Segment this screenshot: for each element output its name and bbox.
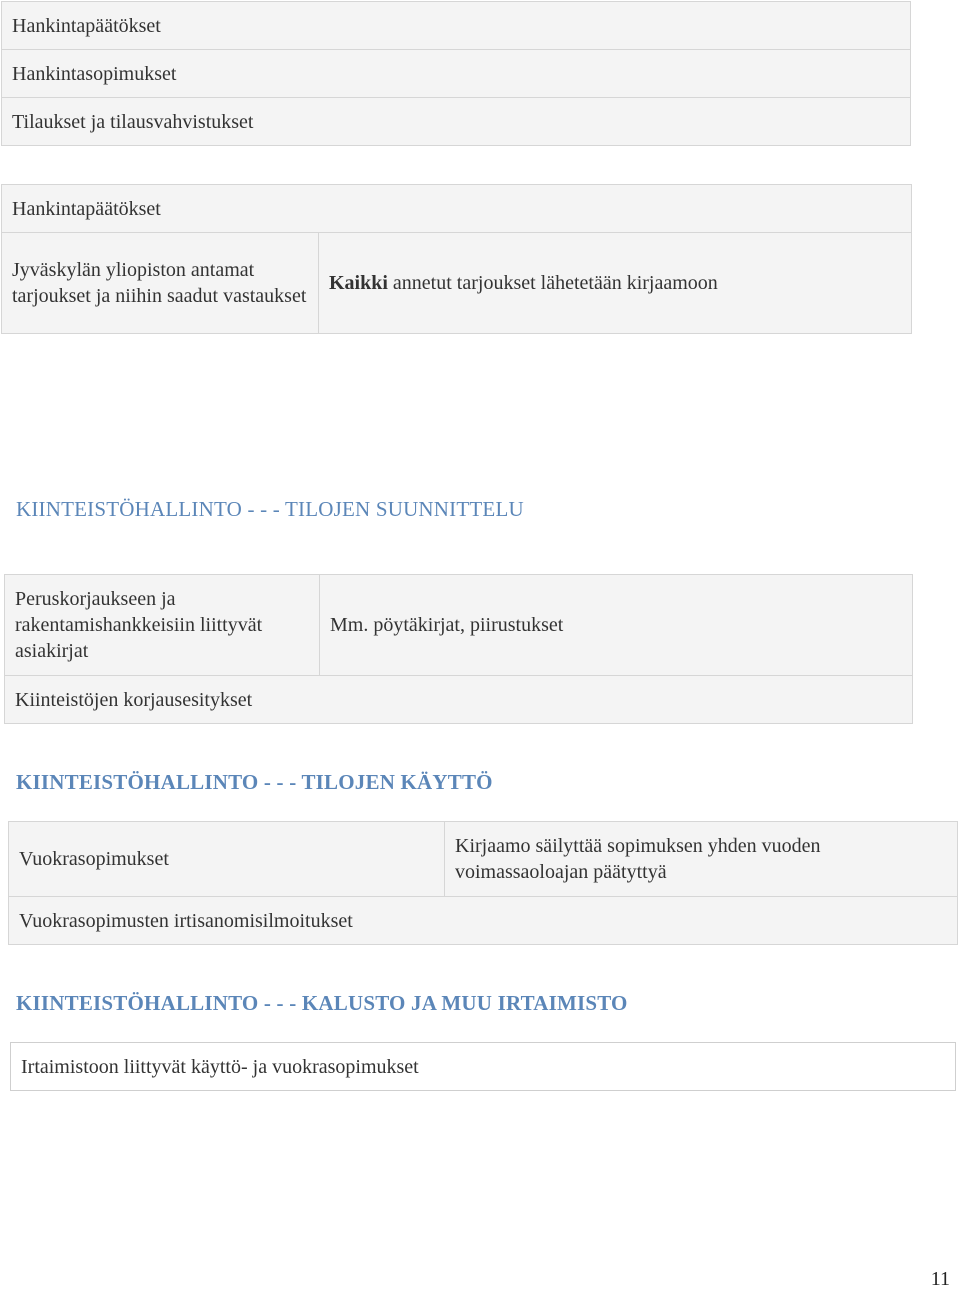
table-cell: Irtaimistoon liittyvät käyttö- ja vuokrasopimukset bbox=[11, 1043, 956, 1091]
table-cell: Hankintapäätökset bbox=[2, 185, 912, 233]
table-cell: Vuokrasopimusten irtisanomisilmoitukset bbox=[9, 897, 958, 945]
table-cell: Hankintapäätökset bbox=[2, 2, 911, 50]
table-row bbox=[5, 575, 913, 676]
table-space-planning bbox=[4, 574, 913, 724]
table-row bbox=[11, 1043, 956, 1091]
table-cell-label: Peruskorjaukseen ja rakentamishankkeisiin liittyvät asiakirjat bbox=[5, 575, 320, 676]
table-procurement-decisions bbox=[1, 184, 912, 334]
table-procurement-documents bbox=[1, 1, 911, 146]
section-heading-space-planning: KIINTEISTÖHALLINTO - - - TILOJEN SUUNNITTELU bbox=[16, 497, 524, 521]
section-heading-furniture: KIINTEISTÖHALLINTO - - - KALUSTO JA MUU IRTAIMISTO bbox=[16, 991, 628, 1015]
table-cell-value bbox=[319, 233, 912, 334]
section-heading-space-usage: KIINTEISTÖHALLINTO - - - TILOJEN KÄYTTÖ bbox=[16, 770, 493, 794]
emphasis-text: Kaikki bbox=[329, 272, 388, 294]
table-row bbox=[2, 233, 912, 334]
table-cell: Kiinteistöjen korjausesitykset bbox=[5, 676, 913, 724]
table-row bbox=[2, 98, 911, 146]
table-row bbox=[2, 2, 911, 50]
page-number: 11 bbox=[930, 1268, 950, 1290]
table-cell-value: Kirjaamo säilyttää sopimuksen yhden vuoden voimassaoloajan päätyttyä bbox=[445, 822, 958, 897]
table-row bbox=[9, 897, 958, 945]
table-space-usage bbox=[8, 821, 958, 945]
table-cell: Hankintasopimukset bbox=[2, 50, 911, 98]
table-furniture bbox=[10, 1042, 956, 1091]
table-row bbox=[2, 50, 911, 98]
table-row bbox=[2, 185, 912, 233]
table-cell-label: Vuokrasopimukset bbox=[9, 822, 445, 897]
value-text: annetut tarjoukset lähetetään kirjaamoon bbox=[387, 272, 718, 294]
table-row bbox=[5, 676, 913, 724]
table-cell-value: Mm. pöytäkirjat, piirustukset bbox=[320, 575, 913, 676]
table-cell: Tilaukset ja tilausvahvistukset bbox=[2, 98, 911, 146]
table-cell-label: Jyväskylän yliopiston antamat tarjoukset ja niihin saadut vastaukset bbox=[2, 233, 319, 334]
table-row bbox=[9, 822, 958, 897]
